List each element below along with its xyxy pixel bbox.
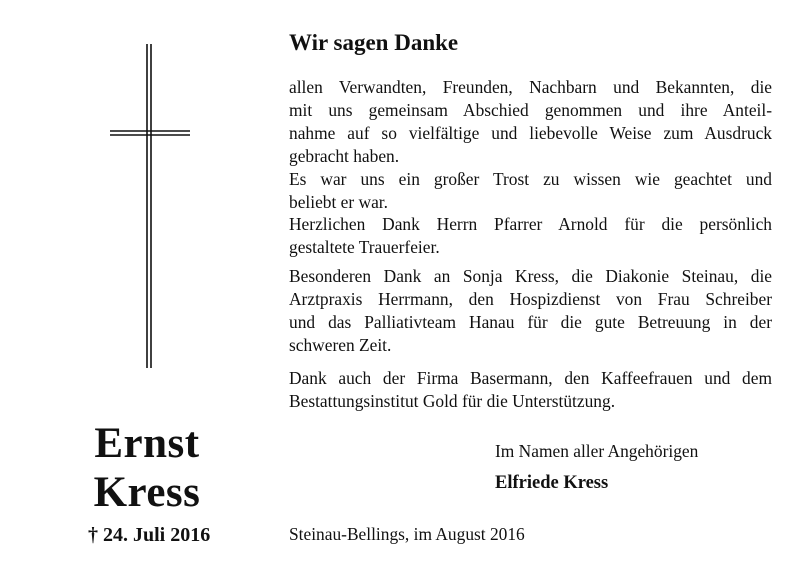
deceased-first-name: Ernst <box>94 420 200 467</box>
paragraph-line: Arztpraxis Herrmann, den Hospizdienst von Frau Schreiber <box>289 289 772 309</box>
paragraph-line: Besonderen Dank an Sonja Kress, die Diakonie Steinau, die <box>289 266 772 286</box>
signature-name: Elfriede Kress <box>495 473 609 493</box>
paragraph-line: Bestattungsinstitut Gold für die Unterstützung. <box>289 391 616 411</box>
thanks-paragraph-1 <box>289 76 772 214</box>
thanks-paragraph-4 <box>289 367 772 413</box>
paragraph-line: mit uns gemeinsam Abschied genommen und ihre Anteil- <box>289 100 772 120</box>
paragraph-line: Dank auch der Firma Basermann, den Kaffeefrauen und dem <box>289 368 772 388</box>
paragraph-line: Es war uns ein großer Trost zu wissen wie geachtet und <box>289 169 772 189</box>
thanks-paragraph-2 <box>289 213 772 259</box>
cross-icon <box>110 44 190 368</box>
death-date: † 24. Juli 2016 <box>88 524 211 546</box>
paragraph-line: und das Palliativteam Hanau für die gute Betreuung in der <box>289 312 772 332</box>
place-date: Steinau-Bellings, im August 2016 <box>289 524 525 544</box>
paragraph-line: allen Verwandten, Freunden, Nachbarn und Bekannten, die <box>289 77 772 97</box>
paragraph-line: schweren Zeit. <box>289 335 392 355</box>
thanks-heading: Wir sagen Danke <box>289 30 459 55</box>
paragraph-line: beliebt er war. <box>289 192 388 212</box>
paragraph-line: gestaltete Trauerfeier. <box>289 237 440 257</box>
deceased-last-name: Kress <box>93 469 201 516</box>
paragraph-line: gebracht haben. <box>289 146 400 166</box>
paragraph-line: Herzlichen Dank Herrn Pfarrer Arnold für die persönlich <box>289 214 772 234</box>
signature-intro: Im Namen aller Angehörigen <box>495 441 699 461</box>
thanks-paragraph-3 <box>289 265 772 357</box>
paragraph-line: nahme auf so vielfältige und liebevolle Weise zum Ausdruck <box>289 123 772 143</box>
